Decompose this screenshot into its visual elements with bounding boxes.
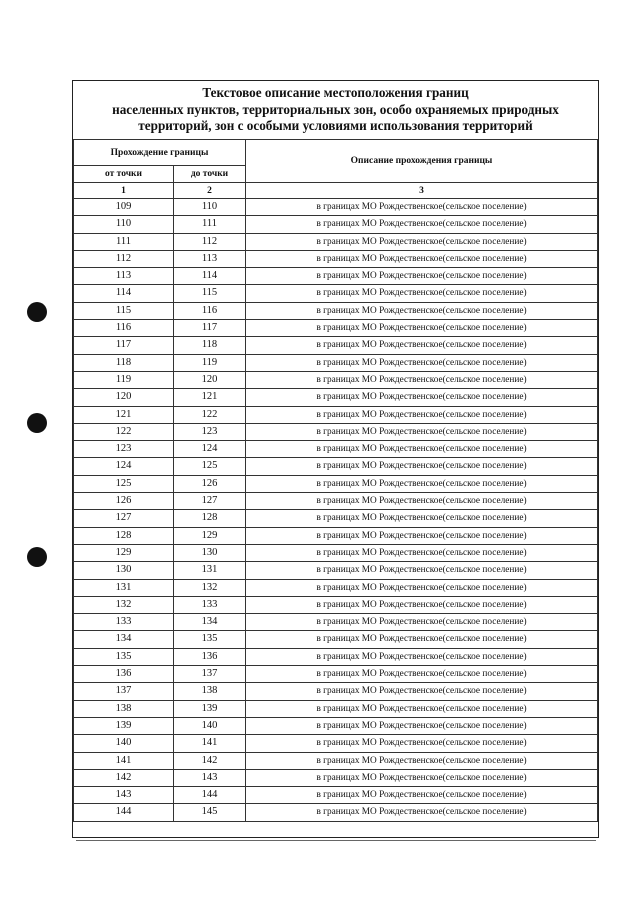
table-row xyxy=(74,406,598,423)
table-row xyxy=(74,717,598,734)
from-point-cell: 114 xyxy=(74,285,174,302)
to-point-cell: 116 xyxy=(174,302,246,319)
description-cell: в границах МО Рождественское(сельское поселение) xyxy=(246,596,598,613)
from-point-cell: 122 xyxy=(74,423,174,440)
header-description: Описание прохождения границы xyxy=(246,140,598,183)
to-point-cell: 144 xyxy=(174,787,246,804)
to-point-cell: 128 xyxy=(174,510,246,527)
to-point-cell: 127 xyxy=(174,493,246,510)
description-cell: в границах МО Рождественское(сельское поселение) xyxy=(246,562,598,579)
description-cell: в границах МО Рождественское(сельское поселение) xyxy=(246,302,598,319)
description-cell: в границах МО Рождественское(сельское поселение) xyxy=(246,717,598,734)
to-point-cell: 129 xyxy=(174,527,246,544)
to-point-cell: 135 xyxy=(174,631,246,648)
description-cell: в границах МО Рождественское(сельское поселение) xyxy=(246,700,598,717)
from-point-cell: 131 xyxy=(74,579,174,596)
to-point-cell: 143 xyxy=(174,769,246,786)
from-point-cell: 128 xyxy=(74,527,174,544)
to-point-cell: 145 xyxy=(174,804,246,821)
from-point-cell: 117 xyxy=(74,337,174,354)
to-point-cell: 112 xyxy=(174,233,246,250)
table-row xyxy=(74,458,598,475)
table-row xyxy=(74,614,598,631)
from-point-cell: 133 xyxy=(74,614,174,631)
to-point-cell: 115 xyxy=(174,285,246,302)
header-to-point: до точки xyxy=(174,166,246,183)
table-row xyxy=(74,441,598,458)
to-point-cell: 120 xyxy=(174,371,246,388)
description-cell: в границах МО Рождественское(сельское поселение) xyxy=(246,371,598,388)
to-point-cell: 123 xyxy=(174,423,246,440)
column-number: 1 xyxy=(74,183,174,199)
table-row xyxy=(74,337,598,354)
punch-hole xyxy=(27,302,47,322)
description-cell: в границах МО Рождественское(сельское поселение) xyxy=(246,268,598,285)
from-point-cell: 115 xyxy=(74,302,174,319)
table-row xyxy=(74,250,598,267)
from-point-cell: 141 xyxy=(74,752,174,769)
table-row xyxy=(74,199,598,216)
bottom-rule xyxy=(76,840,596,841)
to-point-cell: 124 xyxy=(174,441,246,458)
title-line: населенных пунктов, территориальных зон, особо охраняемых природных xyxy=(112,101,559,117)
description-cell: в границах МО Рождественское(сельское поселение) xyxy=(246,493,598,510)
to-point-cell: 138 xyxy=(174,683,246,700)
description-cell: в границах МО Рождественское(сельское поселение) xyxy=(246,544,598,561)
description-cell: в границах МО Рождественское(сельское поселение) xyxy=(246,752,598,769)
column-number: 2 xyxy=(174,183,246,199)
to-point-cell: 125 xyxy=(174,458,246,475)
description-cell: в границах МО Рождественское(сельское поселение) xyxy=(246,666,598,683)
from-point-cell: 120 xyxy=(74,389,174,406)
description-cell: в границах МО Рождественское(сельское поселение) xyxy=(246,337,598,354)
to-point-cell: 130 xyxy=(174,544,246,561)
table-row xyxy=(74,648,598,665)
from-point-cell: 138 xyxy=(74,700,174,717)
table-row xyxy=(74,666,598,683)
to-point-cell: 134 xyxy=(174,614,246,631)
description-cell: в границах МО Рождественское(сельское поселение) xyxy=(246,510,598,527)
to-point-cell: 140 xyxy=(174,717,246,734)
to-point-cell: 132 xyxy=(174,579,246,596)
from-point-cell: 135 xyxy=(74,648,174,665)
description-cell: в границах МО Рождественское(сельское поселение) xyxy=(246,423,598,440)
from-point-cell: 137 xyxy=(74,683,174,700)
description-cell: в границах МО Рождественское(сельское поселение) xyxy=(246,631,598,648)
table-row xyxy=(74,596,598,613)
table-row xyxy=(74,216,598,233)
column-number: 3 xyxy=(246,183,598,199)
header-from-point: от точки xyxy=(74,166,174,183)
to-point-cell: 114 xyxy=(174,268,246,285)
description-cell: в границах МО Рождественское(сельское поселение) xyxy=(246,735,598,752)
table-row xyxy=(74,510,598,527)
description-cell: в границах МО Рождественское(сельское поселение) xyxy=(246,285,598,302)
table-row xyxy=(74,700,598,717)
table-row xyxy=(74,787,598,804)
to-point-cell: 122 xyxy=(174,406,246,423)
from-point-cell: 121 xyxy=(74,406,174,423)
table-row xyxy=(74,423,598,440)
table-row xyxy=(74,302,598,319)
description-cell: в границах МО Рождественское(сельское поселение) xyxy=(246,804,598,821)
description-cell: в границах МО Рождественское(сельское поселение) xyxy=(246,320,598,337)
from-point-cell: 130 xyxy=(74,562,174,579)
table-row xyxy=(74,544,598,561)
to-point-cell: 133 xyxy=(174,596,246,613)
table-row xyxy=(74,735,598,752)
table-row xyxy=(74,493,598,510)
from-point-cell: 124 xyxy=(74,458,174,475)
table-row xyxy=(74,354,598,371)
from-point-cell: 140 xyxy=(74,735,174,752)
punch-hole xyxy=(27,547,47,567)
from-point-cell: 143 xyxy=(74,787,174,804)
title-line: Текстовое описание местоположения границ xyxy=(202,85,469,100)
from-point-cell: 112 xyxy=(74,250,174,267)
from-point-cell: 139 xyxy=(74,717,174,734)
to-point-cell: 117 xyxy=(174,320,246,337)
description-cell: в границах МО Рождественское(сельское поселение) xyxy=(246,199,598,216)
description-cell: в границах МО Рождественское(сельское поселение) xyxy=(246,406,598,423)
table-row xyxy=(74,527,598,544)
description-cell: в границах МО Рождественское(сельское поселение) xyxy=(246,216,598,233)
to-point-cell: 113 xyxy=(174,250,246,267)
table-row xyxy=(74,769,598,786)
from-point-cell: 123 xyxy=(74,441,174,458)
description-cell: в границах МО Рождественское(сельское поселение) xyxy=(246,458,598,475)
table-row xyxy=(74,579,598,596)
description-cell: в границах МО Рождественское(сельское поселение) xyxy=(246,579,598,596)
description-cell: в границах МО Рождественское(сельское поселение) xyxy=(246,233,598,250)
from-point-cell: 119 xyxy=(74,371,174,388)
description-cell: в границах МО Рождественское(сельское поселение) xyxy=(246,389,598,406)
table-row xyxy=(74,631,598,648)
table-row xyxy=(74,562,598,579)
table-row xyxy=(74,320,598,337)
from-point-cell: 125 xyxy=(74,475,174,492)
document-title xyxy=(73,85,598,135)
description-cell: в границах МО Рождественское(сельское поселение) xyxy=(246,527,598,544)
from-point-cell: 142 xyxy=(74,769,174,786)
table-row xyxy=(74,285,598,302)
from-point-cell: 134 xyxy=(74,631,174,648)
to-point-cell: 126 xyxy=(174,475,246,492)
to-point-cell: 119 xyxy=(174,354,246,371)
from-point-cell: 129 xyxy=(74,544,174,561)
table-row xyxy=(74,268,598,285)
description-cell: в границах МО Рождественское(сельское поселение) xyxy=(246,648,598,665)
description-cell: в границах МО Рождественское(сельское поселение) xyxy=(246,441,598,458)
to-point-cell: 137 xyxy=(174,666,246,683)
table-body xyxy=(74,199,598,822)
to-point-cell: 111 xyxy=(174,216,246,233)
to-point-cell: 142 xyxy=(174,752,246,769)
from-point-cell: 136 xyxy=(74,666,174,683)
table-row xyxy=(74,233,598,250)
document-frame xyxy=(72,80,599,838)
table-row xyxy=(74,371,598,388)
from-point-cell: 113 xyxy=(74,268,174,285)
description-cell: в границах МО Рождественское(сельское поселение) xyxy=(246,787,598,804)
to-point-cell: 110 xyxy=(174,199,246,216)
from-point-cell: 118 xyxy=(74,354,174,371)
description-cell: в границах МО Рождественское(сельское поселение) xyxy=(246,250,598,267)
table-row xyxy=(74,804,598,821)
from-point-cell: 132 xyxy=(74,596,174,613)
to-point-cell: 118 xyxy=(174,337,246,354)
header-boundary-passage: Прохождение границы xyxy=(74,140,246,166)
description-cell: в границах МО Рождественское(сельское поселение) xyxy=(246,683,598,700)
from-point-cell: 144 xyxy=(74,804,174,821)
to-point-cell: 121 xyxy=(174,389,246,406)
from-point-cell: 111 xyxy=(74,233,174,250)
to-point-cell: 141 xyxy=(174,735,246,752)
title-line: территорий, зон с особыми условиями использования территорий xyxy=(138,118,533,133)
from-point-cell: 109 xyxy=(74,199,174,216)
table-row xyxy=(74,389,598,406)
table-row xyxy=(74,475,598,492)
punch-hole xyxy=(27,413,47,433)
table-row xyxy=(74,752,598,769)
from-point-cell: 110 xyxy=(74,216,174,233)
to-point-cell: 136 xyxy=(174,648,246,665)
to-point-cell: 139 xyxy=(174,700,246,717)
description-cell: в границах МО Рождественское(сельское поселение) xyxy=(246,475,598,492)
description-cell: в границах МО Рождественское(сельское поселение) xyxy=(246,354,598,371)
boundary-table xyxy=(73,139,598,822)
to-point-cell: 131 xyxy=(174,562,246,579)
description-cell: в границах МО Рождественское(сельское поселение) xyxy=(246,769,598,786)
from-point-cell: 116 xyxy=(74,320,174,337)
description-cell: в границах МО Рождественское(сельское поселение) xyxy=(246,614,598,631)
from-point-cell: 126 xyxy=(74,493,174,510)
from-point-cell: 127 xyxy=(74,510,174,527)
table-row xyxy=(74,683,598,700)
